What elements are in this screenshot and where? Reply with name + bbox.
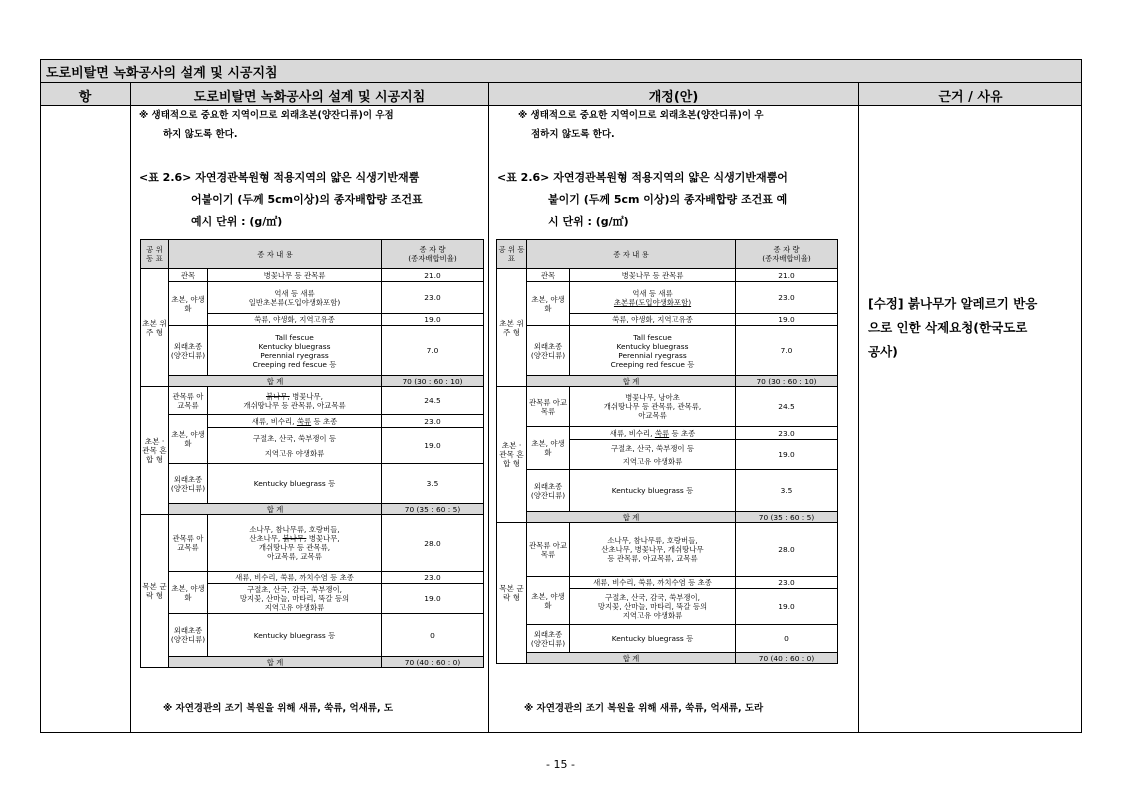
- header-revised: 개정(안): [648, 90, 699, 105]
- label-herb: 초본, 야생화: [169, 415, 208, 464]
- cell: 구절초, 산국, 감국, 쑥부쟁이, 망지꽃, 산마늘, 마타리, 뚝갈 등의 지역고유 야생화류: [208, 584, 382, 614]
- cell: Kentucky bluegrass 등: [570, 625, 736, 653]
- cell: 19.0: [736, 314, 838, 326]
- cell: 쑥류, 야생화, 지역고유종: [570, 314, 736, 326]
- label-herb: 초본, 야생화: [527, 427, 570, 470]
- original-seed-table: [140, 239, 484, 668]
- cell: Kentucky bluegrass 등: [208, 464, 382, 504]
- cell: 19.0: [736, 589, 838, 625]
- cell: 구절초, 산국, 쑥부쟁이 등 지역고유 야생화류: [208, 428, 382, 464]
- cell: 병꽃나무, 낭아초 개쉬땅나무 등 관목류, 관목류, 아교목류: [570, 387, 736, 427]
- label-foreign: 외래초종 (양잔디류): [169, 464, 208, 504]
- cell: 24.5: [736, 387, 838, 427]
- group1-name: 초본 위주 형: [497, 269, 527, 387]
- page-number: - 15 -: [546, 758, 575, 771]
- original-caption-line3: 예시 단위 : (g/㎡): [191, 215, 283, 228]
- cell: 24.5: [382, 387, 484, 415]
- label-treeshrub: 관목류 아교목류: [169, 515, 208, 572]
- cell: 23.0: [736, 577, 838, 589]
- total-value: 70 (35 : 60 : 5): [736, 512, 838, 523]
- label-foreign: 외래초종 (양잔디류): [527, 470, 570, 512]
- original-caption-line1: <표 2.6> 자연경관복원형 적용지역의 얇은 식생기반재뿜: [139, 171, 420, 184]
- total-label: 합 계: [169, 657, 382, 668]
- original-bottom-note: ※ 자연경관의 조기 복원을 위해 새류, 쑥류, 억새류, 도: [163, 703, 394, 714]
- total-label: 합 계: [169, 504, 382, 515]
- group3-name: 목본 군락 형: [141, 515, 169, 668]
- label-herb: 초본, 야생화: [527, 577, 570, 625]
- label-foreign: 외래초종 (양잔디류): [527, 326, 570, 376]
- header-item: 항: [78, 90, 92, 105]
- group3-name: 목본 군락 형: [497, 523, 527, 664]
- group2-name: 초본 · 관목 혼합 형: [141, 387, 169, 515]
- cell: 3.5: [382, 464, 484, 504]
- cell: 7.0: [382, 326, 484, 376]
- label-treeshrub: 관목류 아교목류: [527, 523, 570, 577]
- cell: 소나무, 참나무류, 호랑버들, 산초나무, 병꽃나무, 개쉬땅나무 등 관목류, 아교목류, 교목류: [570, 523, 736, 577]
- label-treeshrub: 관목류 아교목류: [169, 387, 208, 415]
- th-type: 공 위 동 표: [497, 240, 527, 269]
- revised-seed-table: [496, 239, 838, 664]
- cell: Kentucky bluegrass 등: [570, 470, 736, 512]
- total-value: 70 (40 : 60 : 0): [736, 653, 838, 664]
- original-note-line1: ※ 생태적으로 중요한 지역이므로 외래초본(양잔디류)이 우점: [139, 110, 394, 121]
- revised-caption-line2: 붙이기 (두께 5cm 이상)의 종자배합량 조건표 예: [548, 193, 788, 206]
- original-caption-line2: 어붙이기 (두께 5cm이상)의 종자배합량 조건표: [191, 193, 423, 206]
- cell: 19.0: [736, 440, 838, 470]
- cell: 억새 등 새류 초본류(도입야생화포함): [570, 282, 736, 314]
- th-content: 종 자 내 용: [527, 240, 736, 269]
- group1-name: 초본 위주 형: [141, 269, 169, 387]
- cell: 3.5: [736, 470, 838, 512]
- total-label: 합 계: [527, 512, 736, 523]
- reason-line1: [수정] 붉나무가 알레르기 반응: [868, 296, 1038, 311]
- th-content: 종 자 내 용: [169, 240, 382, 269]
- revised-caption-line3: 시 단위 : (g/㎡): [548, 215, 629, 228]
- cell: 새류, 비수리, 쑥류 등 초종: [570, 427, 736, 440]
- cell: 소나무, 참나무류, 호랑버들, 산초나무, 붉나무, 병꽃나무, 개쉬땅나무 등 관목류, 아교목류, 교목류: [208, 515, 382, 572]
- cell: 7.0: [736, 326, 838, 376]
- cell: 21.0: [382, 269, 484, 282]
- group2-name: 초본 · 관목 혼합 형: [497, 387, 527, 523]
- cell: 19.0: [382, 314, 484, 326]
- reason-line3: 공사): [868, 344, 898, 359]
- label-foreign: 외래초종 (양잔디류): [169, 326, 208, 376]
- total-label: 합 계: [527, 653, 736, 664]
- revised-note-line1: ※ 생태적으로 중요한 지역이므로 외래초본(양잔디류)이 우: [518, 110, 764, 121]
- cell: 23.0: [382, 282, 484, 314]
- label-foreign: 외래초종 (양잔디류): [527, 625, 570, 653]
- total-label: 합 계: [527, 376, 736, 387]
- label-herb: 초본, 야생화: [169, 572, 208, 614]
- header-reason: 근거 / 사유: [938, 90, 1003, 105]
- cell: 0: [736, 625, 838, 653]
- label-tree: 관목: [169, 269, 208, 282]
- cell: 새류, 비수리, 쑥류, 까치수염 등 초종: [570, 577, 736, 589]
- total-value: 70 (40 : 60 : 0): [382, 657, 484, 668]
- cell: 구절초, 산국, 쑥부쟁이 등 지역고유 야생화류: [570, 440, 736, 470]
- total-value: 70 (30 : 60 : 10): [382, 376, 484, 387]
- revised-bottom-note: ※ 자연경관의 조기 복원을 위해 새류, 쑥류, 억새류, 도라: [524, 703, 764, 714]
- cell: 23.0: [736, 427, 838, 440]
- cell: 병꽃나무 등 관목류: [570, 269, 736, 282]
- total-value: 70 (35 : 60 : 5): [382, 504, 484, 515]
- cell: 19.0: [382, 428, 484, 464]
- cell: 새류, 비수리, 쑥류 등 초종: [208, 415, 382, 428]
- revised-note-line2: 점하지 않도록 한다.: [531, 129, 615, 140]
- cell: 28.0: [736, 523, 838, 577]
- cell: 23.0: [382, 415, 484, 428]
- cell: 구절초, 산국, 감국, 쑥부쟁이, 망지꽃, 산마늘, 마타리, 뚝갈 등의 지역고유 야생화류: [570, 589, 736, 625]
- total-label: 합 계: [169, 376, 382, 387]
- document-title: 도로비탈면 녹화공사의 설계 및 시공지침: [46, 66, 278, 81]
- cell: 0: [382, 614, 484, 657]
- cell: 23.0: [382, 572, 484, 584]
- cell: 붉나무, 병꽃나무, 개쉬땅나무 등 관목류, 아교목류: [208, 387, 382, 415]
- cell: 28.0: [382, 515, 484, 572]
- label-foreign: 외래초종 (양잔디류): [169, 614, 208, 657]
- cell: 21.0: [736, 269, 838, 282]
- reason-line2: 으로 인한 삭제요청(한국도로: [868, 320, 1028, 335]
- cell: Kentucky bluegrass 등: [208, 614, 382, 657]
- label-treeshrub: 관목류 아교목류: [527, 387, 570, 427]
- cell: 억새 등 새류 일반초본류(도입야생화포함): [208, 282, 382, 314]
- cell: 23.0: [736, 282, 838, 314]
- cell: Tall fescue Kentucky bluegrass Perennial ryegrass Creeping red fescue 등: [570, 326, 736, 376]
- cell: 쑥류, 야생화, 지역고유종: [208, 314, 382, 326]
- label-tree: 관목: [527, 269, 570, 282]
- cell: 새류, 비수리, 쑥류, 까치수염 등 초종: [208, 572, 382, 584]
- cell: Tall fescue Kentucky bluegrass Perennial ryegrass Creeping red fescue 등: [208, 326, 382, 376]
- cell: 병꽃나무 등 관목류: [208, 269, 382, 282]
- total-value: 70 (30 : 60 : 10): [736, 376, 838, 387]
- revised-caption-line1: <표 2.6> 자연경관복원형 적용지역의 얇은 식생기반재뿜어: [497, 171, 788, 184]
- th-amount: 종 자 량 (종자배합비율): [736, 240, 838, 269]
- th-amount: 종 자 량 (종자배합비율): [382, 240, 484, 269]
- header-original: 도로비탈면 녹화공사의 설계 및 시공지침: [193, 90, 426, 105]
- th-type: 공 위 동 표: [141, 240, 169, 269]
- label-herb: 초본, 야생화: [169, 282, 208, 326]
- cell: 19.0: [382, 584, 484, 614]
- original-note-line2: 하지 않도록 한다.: [163, 129, 238, 140]
- label-herb: 초본, 야생화: [527, 282, 570, 326]
